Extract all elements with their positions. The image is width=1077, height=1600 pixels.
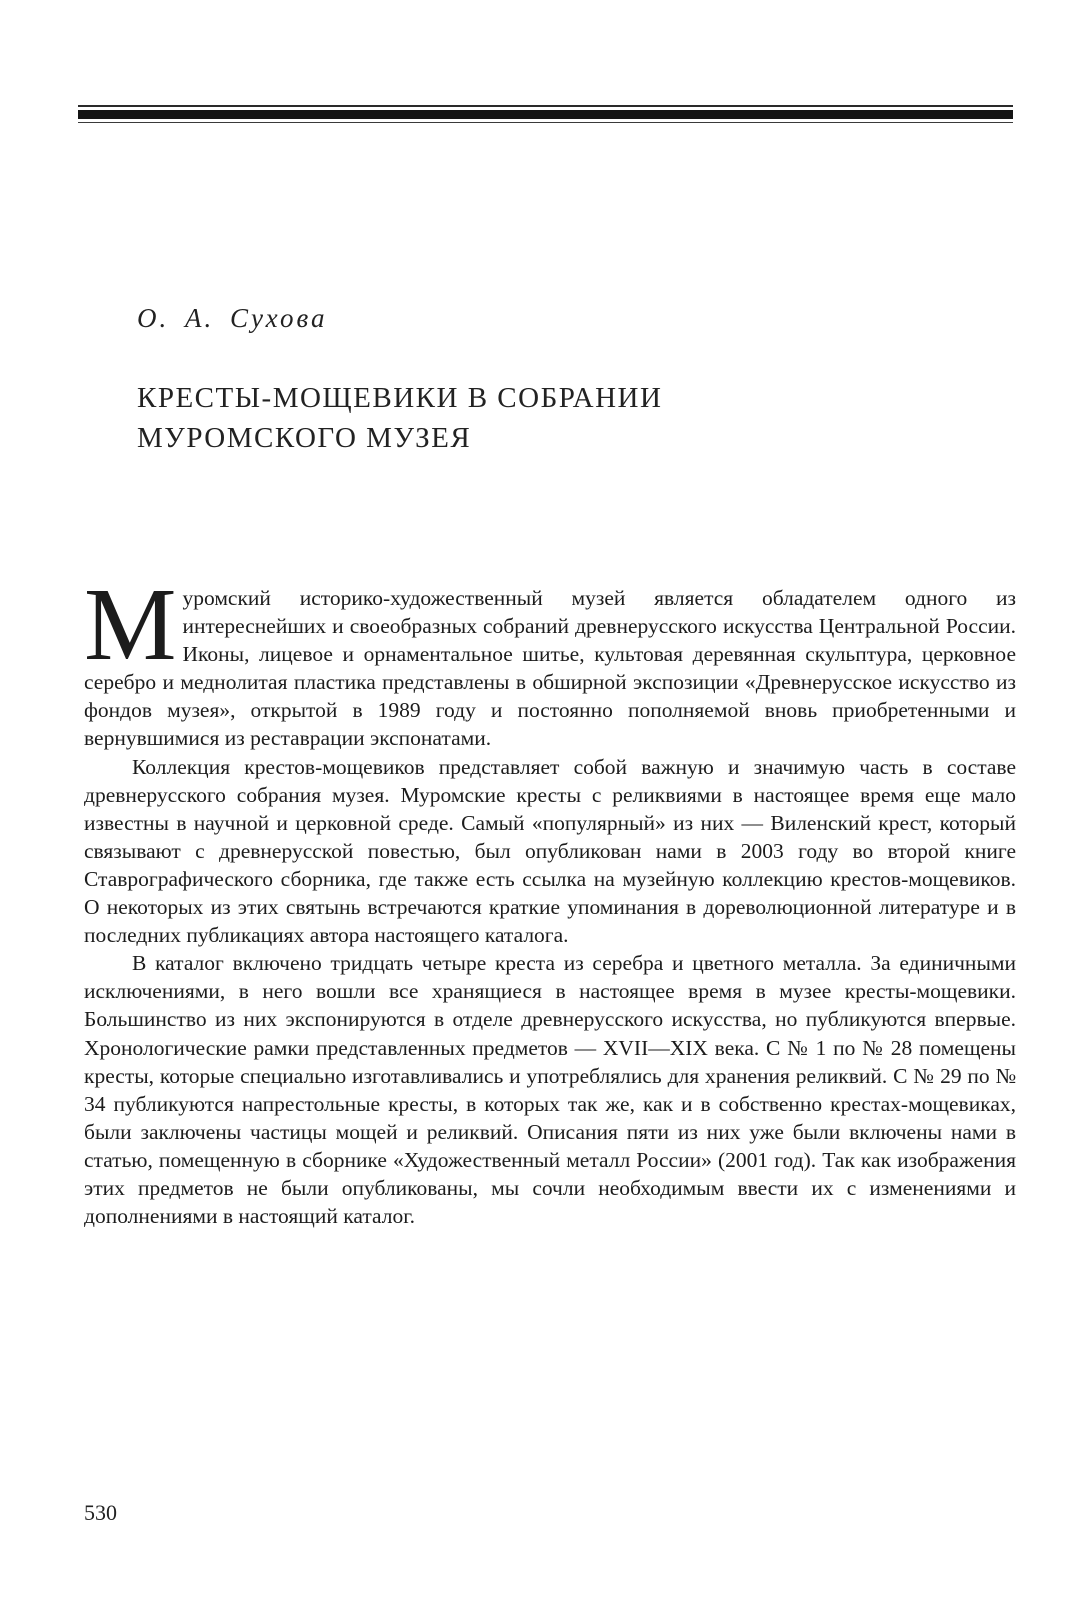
paragraph-1 [84,567,1016,753]
header-rule-thick [78,110,1013,119]
header-rule-thin-bottom [78,122,1013,123]
article-title-line-2: МУРОМСКОГО МУЗЕЯ [137,422,472,454]
author-name: О. А. Сухова [137,303,328,333]
article-title-line-1: КРЕСТЫ-МОЩЕВИКИ В СОБРАНИИ [137,382,663,414]
header-rule-thin-top [78,105,1013,107]
article-title [137,378,662,458]
paragraph-1-text: уромский историко-художественный музей является обладателем одного из интереснейших и своеобразных собраний древнерусского искусства Центральной России. Иконы, лицевое и орнаментальное шитье, культовая деревянная скульптура, церковное серебро и меднолитая пластика представлены в обширной экспозиции «Древнерусское искусство из фондов музея», открытой в 1989 году и постоянно пополняемой вновь приобретенными и вернувшимися из реставрации экспонатами. [84,586,1016,751]
page-number: 530 [84,1500,117,1525]
drop-cap: М [84,567,177,682]
paragraph-3: В каталог включено тридцать четыре креста из серебра и цветного металла. За единичными исключениями, в него вошли все хранящиеся в настоящее время в музее кресты-мощевики. Большинство из них экспонируются в отделе древнерусского искусства, но публикуются впервые. Хронологические рамки представленных предметов — XVII—XIX века. С № 1 по № 28 помещены кресты, которые специально изготавливались и употреблялись для хранения реликвий. С № 29 по № 34 публикуются напрестольные кресты, в которых так же, как и в собственно крестах-мощевиках, были заключены частицы мощей и реликвий. Описания пяти из них уже были включены нами в статью, помещенную в сборнике «Художественный металл России» (2001 год). Так как изображения этих предметов не были опубликованы, мы сочли необходимым ввести их с изменениями и дополнениями в настоящий каталог. [84,951,1016,1229]
article-body [84,567,1016,1230]
paragraph-2: Коллекция крестов-мощевиков представляет собой важную и значимую часть в составе древнерусского собрания музея. Муромские кресты с реликвиями в настоящее время еще мало известны в научной и церковной среде. Самый «популярный» из них — Виленский крест, который связывают с древнерусской повестью, был опубликован нами в 2003 году во второй книге Ставрографического сборника, где также есть ссылка на музейную коллекцию крестов-мощевиков. О некоторых из этих святынь встречаются краткие упоминания в дореволюционной литературе и в последних публикациях автора настоящего каталога. [84,754,1016,948]
